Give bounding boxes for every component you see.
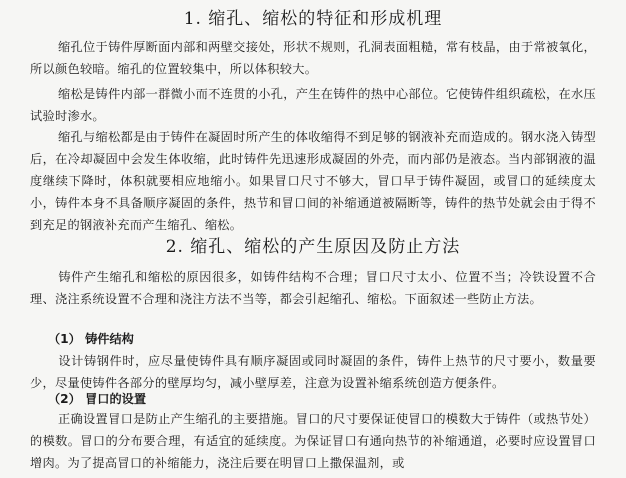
section-2-title: 2. 缩孔、缩松的产生原因及防止方法 [165, 237, 461, 257]
section-1-title: 1. 缩孔、缩松的特征和形成机理 [183, 9, 443, 29]
section-2-paragraph-2 [30, 350, 596, 394]
subheading-casting-structure: （1） 铸件结构 [48, 332, 134, 346]
section-1-paragraph-3-text: 缩孔与缩松都是由于铸件在凝固时所产生的体收缩得不到足够的钢液补充而造成的。钢水浇入铸型后，在冷却凝固中会发生体收缩，此时铸件先迅速形成凝固的外壳，而内部仍是液态。当内部钢液的温度继续下降时，体积就要相应地缩小。如果冒口尺寸不够大，冒口早于铸件凝固，或冒口的延续度太小，铸件本身不具备顺序凝固的条件，热节和冒口间的补缩通道被隔断等，铸件的热节处就会由于得不到充足的钢液补充而产生缩孔、缩松。 [30, 130, 596, 232]
section-1-paragraph-2 [30, 83, 596, 127]
section-2-paragraph-1-text: 铸件产生缩孔和缩松的原因很多，如铸件结构不合理；冒口尺寸太小、位置不当；冷铁设置不合理、浇注系统设置不合理和浇注方法不当等，都会引起缩孔、缩松。下面叙述一些防止方法。 [30, 270, 596, 306]
section-1-paragraph-3 [30, 126, 596, 236]
section-1-paragraph-1-text: 缩孔位于铸件厚断面内部和两壁交接处，形状不规则，孔洞表面粗糙，常有枝晶，由于常被氧化，所以颜色较暗。缩孔的位置较集中，所以体积较大。 [30, 40, 596, 76]
section-1-paragraph-1 [30, 36, 596, 80]
section-2-paragraph-3-text: 正确设置冒口是防止产生缩孔的主要措施。冒口的尺寸要保证使冒口的模数大于铸件（或热节处）的模数。冒口的分布要合理，有适宜的延续度。为保证冒口有通向热节的补缩通道，必要时应设置冒口增肉。为了提高冒口的补缩能力，浇注后要在明冒口上撒保温剂，或 [30, 412, 596, 470]
section-1-paragraph-2-text: 缩松是铸件内部一群微小而不连贯的小孔，产生在铸件的热中心部位。它使铸件组织疏松，在水压试验时渗水。 [30, 87, 596, 123]
section-2-paragraph-1 [30, 266, 596, 310]
subheading-riser-setting: （2） 冒口的设置 [48, 392, 147, 406]
section-2-paragraph-2-text: 设计铸钢件时，应尽量使铸件具有顺序凝固或同时凝固的条件，铸件上热节的尺寸要小，数量要少，尽量使铸件各部分的壁厚均匀，减小壁厚差，注意为设置补缩系统创造方便条件。 [30, 354, 596, 390]
section-2-paragraph-3 [30, 408, 596, 474]
